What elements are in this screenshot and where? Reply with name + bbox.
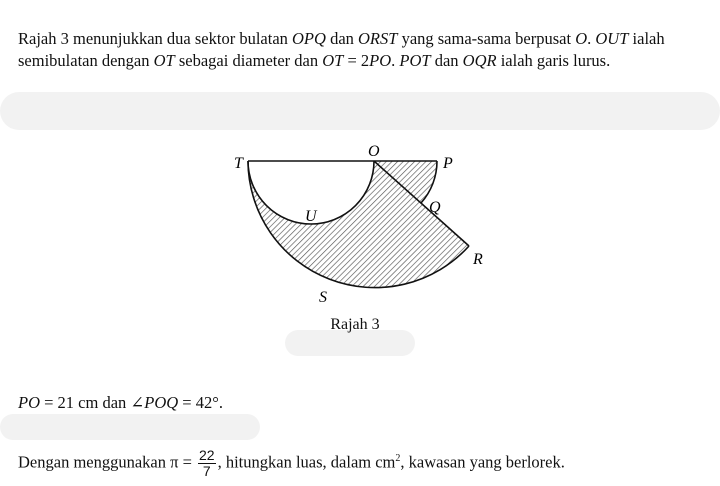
- intro-paragraph: Rajah 3 menunjukkan dua sektor bulatan OPQ dan ORST yang sama-sama berpusat O. OUT ialah semibulatan dengan OT sebagai diameter dan OT = 2PO. POT dan OQR ialah garis lurus.: [18, 29, 665, 70]
- label-R: R: [473, 251, 483, 268]
- sector-diagram: [215, 140, 495, 310]
- scan-smudge: [0, 92, 720, 130]
- label-O: O: [368, 143, 380, 160]
- figure-caption: Rajah 3: [330, 316, 380, 333]
- label-T: T: [234, 155, 243, 172]
- shaded-region-large: [248, 161, 469, 288]
- label-P: P: [443, 155, 453, 172]
- question-text: Dengan menggunakan π = $\frac{22}{7}$ , hitungkan luas, dalam $cm^2$, kawasan yang berlorek.: [18, 447, 565, 480]
- given-values: PO = 21 cm dan ∠POQ = 42°.: [18, 393, 223, 412]
- label-S: S: [319, 289, 327, 306]
- label-Q: Q: [429, 199, 441, 216]
- scan-smudge: [0, 414, 260, 440]
- pi-fraction: $\frac{22}{7}$: [199, 447, 215, 480]
- label-U: U: [305, 208, 317, 225]
